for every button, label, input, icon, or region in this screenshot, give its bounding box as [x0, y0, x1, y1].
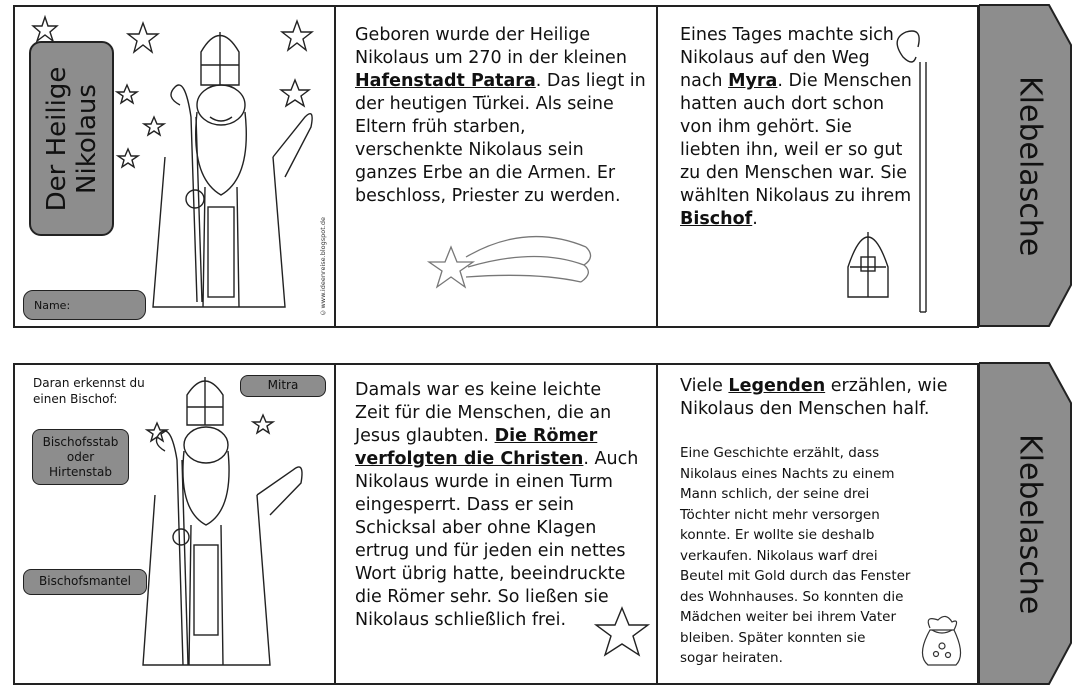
- star-icon: [253, 415, 273, 433]
- star-icon: [282, 21, 312, 50]
- cover-panel: [15, 7, 336, 326]
- legends-panel: [658, 365, 979, 683]
- link-myra: Myra: [728, 71, 778, 91]
- link-legenden: Legenden: [728, 376, 826, 396]
- link-hafenstadt-patara: Hafenstadt Patara: [355, 71, 536, 91]
- star-icon: [117, 85, 137, 103]
- name-field[interactable]: [23, 290, 146, 320]
- star-icon: [33, 17, 57, 41]
- link-verfolgten-christen: verfolgten die Christen: [355, 449, 584, 469]
- title-box: [29, 41, 114, 236]
- glue-tab-label-1: Klebelasche: [1012, 76, 1048, 257]
- link-die-roemer: Die Römer: [494, 426, 598, 446]
- romans-panel: [336, 365, 658, 683]
- shooting-star-icon: [406, 217, 606, 307]
- label-bischofsmantel: Bischofsmantel: [23, 569, 147, 595]
- birth-text: Geboren wurde der Heilige Nikolaus um 270 in der kleinen Hafenstadt Patara. Das liegt in der heutigen Türkei. Als seine Eltern früh starben, verschenkte Nikolaus sein ganzes Erbe an die Armen. Er beschloss, Priester zu werden.: [355, 25, 646, 206]
- myra-text: Eines Tages machte sich Nikolaus auf den Weg nach Myra. Die Menschen hatten auch dort schon von ihm gehört. Sie liebten ihn, weil er so gut zu den Menschen war. Sie wählten Nikolaus zu ihrem Bischof.: [680, 25, 912, 229]
- star-icon: [128, 23, 158, 52]
- legends-intro: Viele Legenden erzählen, wie Nikolaus den Menschen half.: [680, 376, 948, 419]
- star-icon: [144, 117, 164, 135]
- star-icon: [281, 80, 309, 106]
- label-bischofsstab: Bischofsstab oder Hirtenstab: [32, 429, 129, 485]
- crozier-mitre-icon: [828, 27, 938, 327]
- booklet-strip-2: [13, 363, 979, 685]
- watermark: ©www.ideenreise.blogspot.de: [319, 217, 327, 317]
- booklet-strip-1: [13, 5, 979, 328]
- name-label: Name:: [34, 299, 71, 312]
- features-caption: Daran erkennst du einen Bischof:: [33, 376, 145, 406]
- link-bischof: Bischof: [680, 209, 753, 229]
- legend-story: Eine Geschichte erzählt, dass Nikolaus eines Nachts zu einem Mann schlich, der seine drei Töchter nicht mehr versorgen konnte. Er wollte sie deshalb verkaufen. Nikolaus warf drei Beutel mit Gold durch das Fenster des Wohnhauses. So konnten die Mädchen weiter bei ihrem Vater bleiben. Später konnten sie sogar heiraten.: [680, 445, 911, 666]
- glue-tab-label-2: Klebelasche: [1012, 434, 1048, 615]
- bishop-features-panel: [15, 365, 336, 683]
- page-title: Der Heilige Nikolaus: [41, 66, 102, 211]
- star-icon: [592, 605, 652, 661]
- myra-panel: [658, 7, 979, 326]
- gold-bag-icon: [916, 610, 966, 670]
- label-mitra: Mitra: [240, 375, 326, 397]
- star-icon: [118, 149, 138, 167]
- romans-text: Damals war es keine leichte Zeit für die Menschen, die an Jesus glaubten. Die Römer verfolgten die Christen. Auch Nikolaus wurde in einen Turm eingesperrt. Dass er sein Schicksal aber ohne Klagen ertrug und für jeden ein nettes Wort übrig hatte, beeindruckte die Römer sehr. So ließen sie Nikolaus schließlich frei.: [355, 380, 639, 630]
- birth-panel: [336, 7, 658, 326]
- nikolaus-labeled-illustration: [15, 365, 333, 683]
